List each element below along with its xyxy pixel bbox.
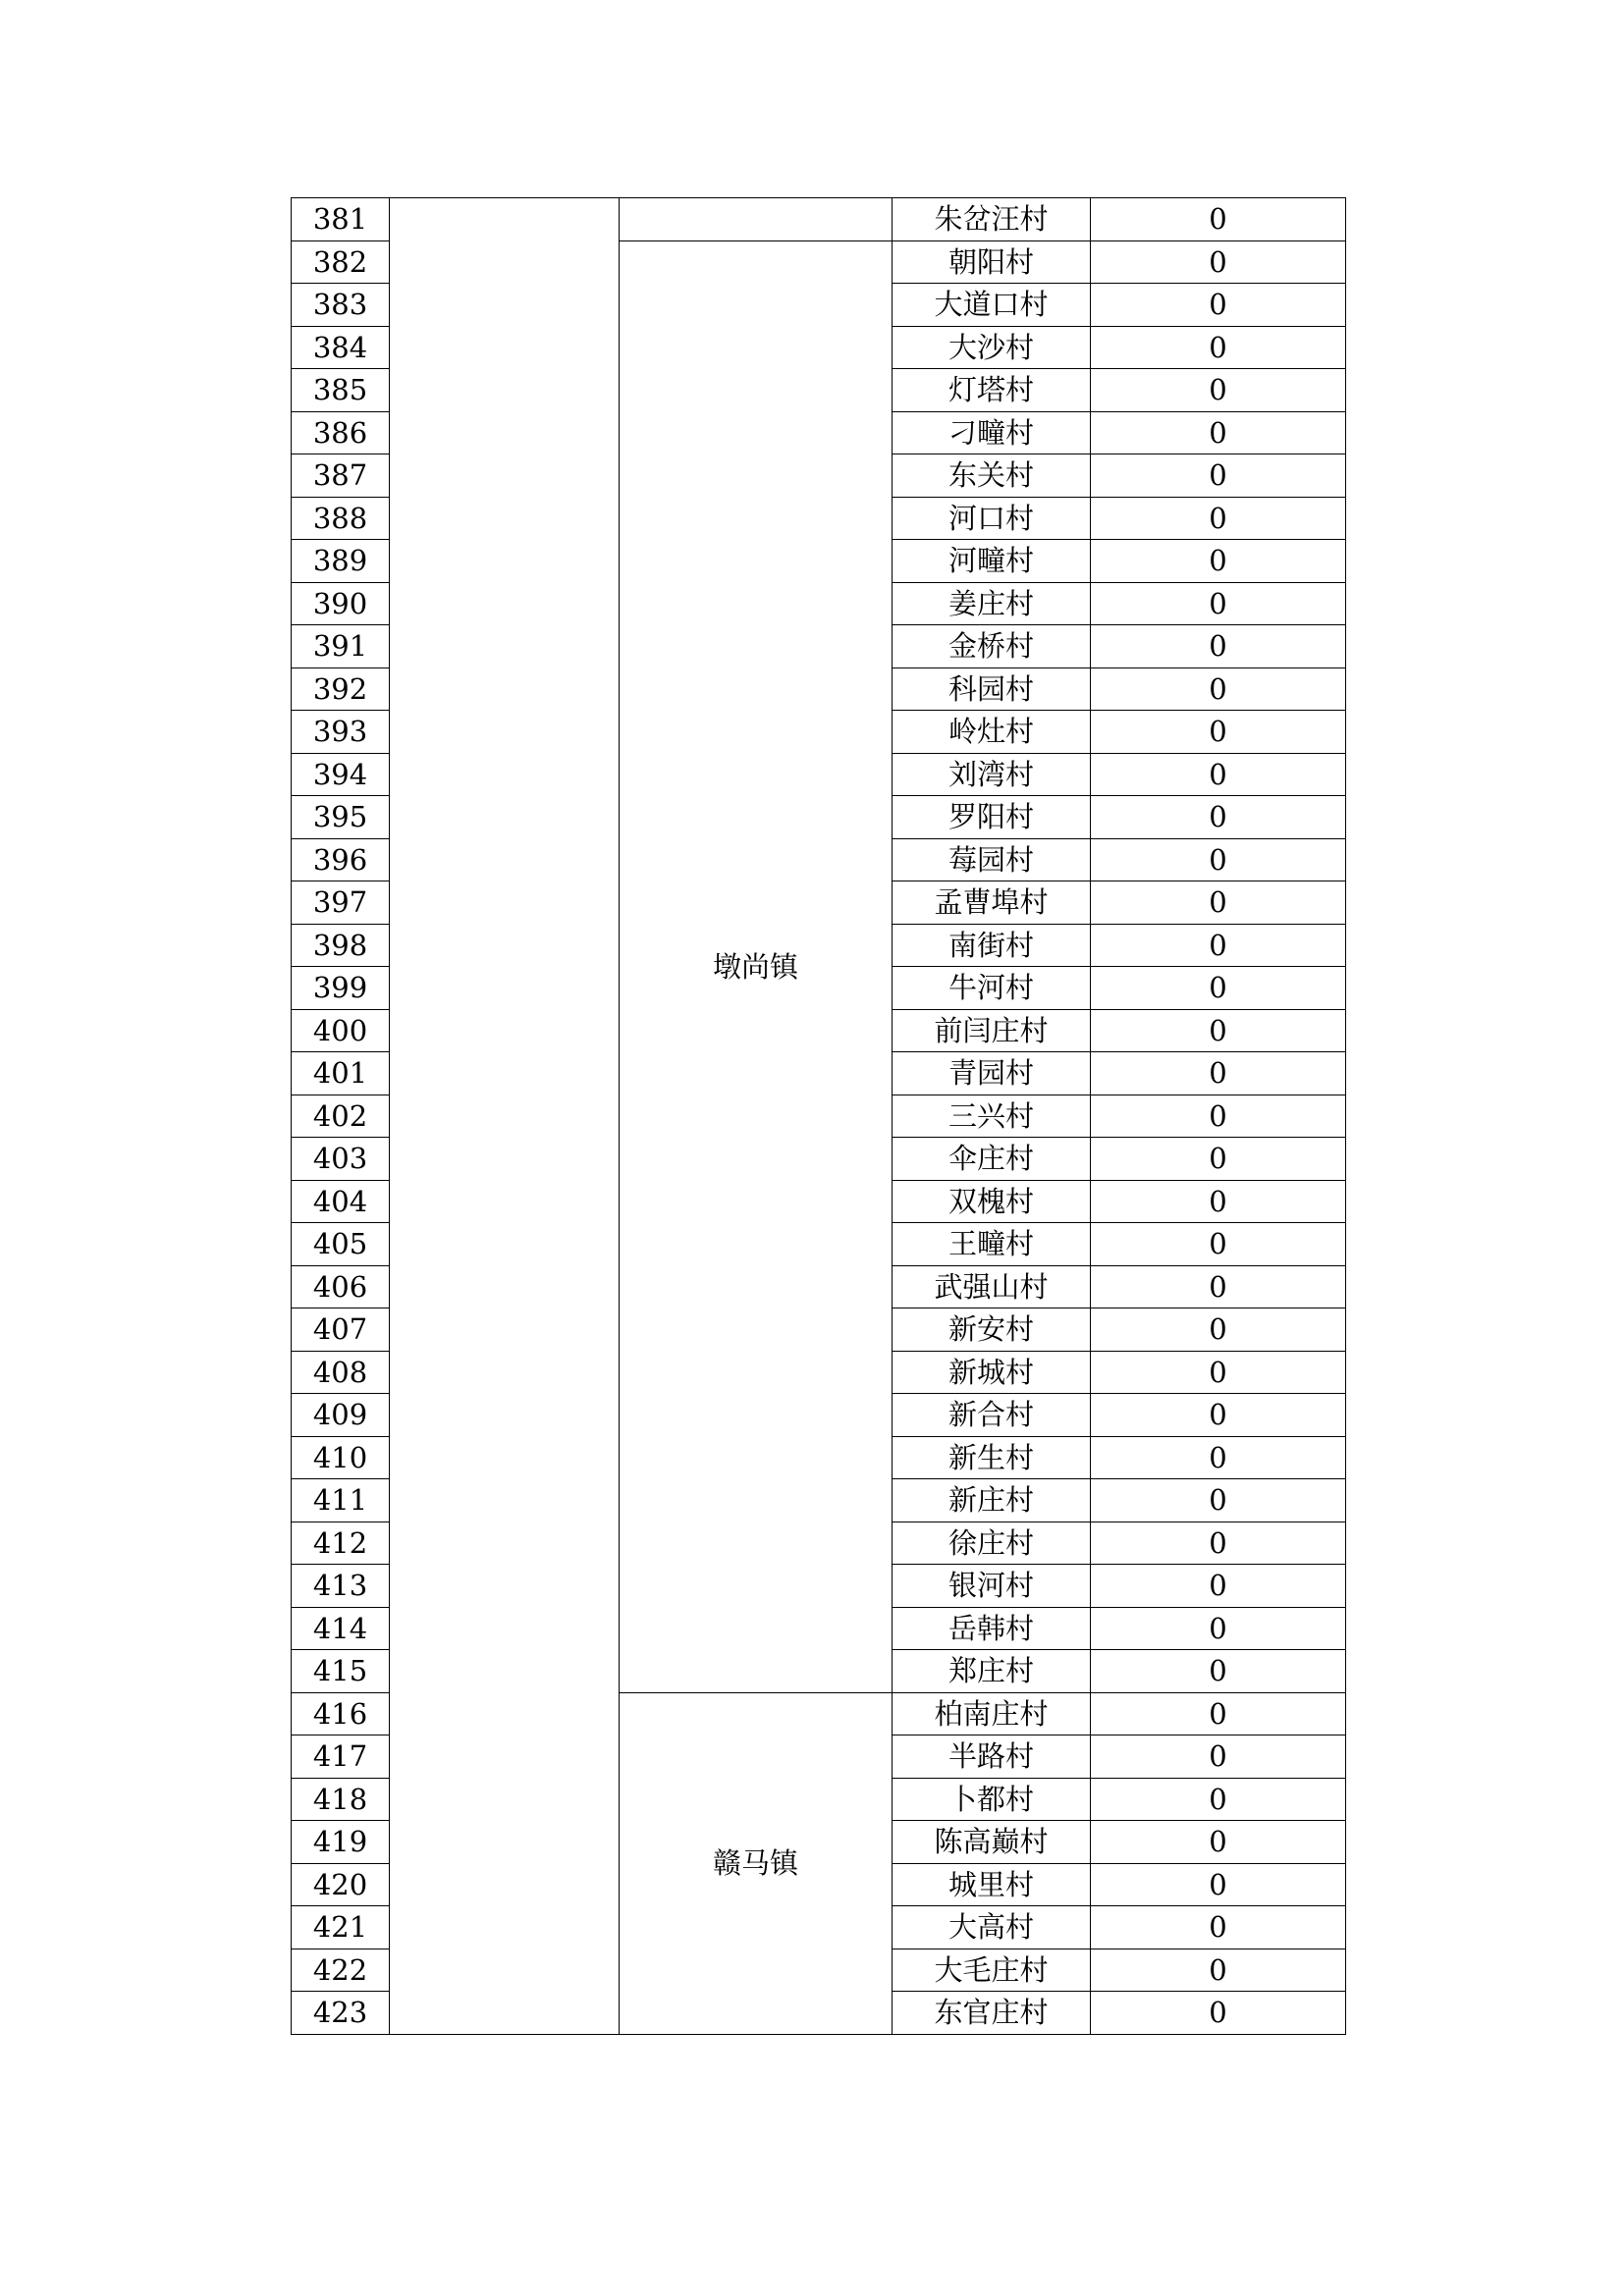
village-name-cell: 朱岔汪村	[893, 198, 1091, 241]
value-cell: 0	[1091, 1949, 1346, 1992]
value-cell: 0	[1091, 1265, 1346, 1308]
village-name-cell: 郑庄村	[893, 1650, 1091, 1693]
village-name-cell: 王疃村	[893, 1223, 1091, 1266]
value-cell: 0	[1091, 540, 1346, 583]
village-name-cell: 大道口村	[893, 284, 1091, 327]
value-cell: 0	[1091, 1821, 1346, 1864]
row-number-cell: 413	[292, 1565, 390, 1608]
village-name-cell: 岭灶村	[893, 711, 1091, 754]
row-number-cell: 404	[292, 1180, 390, 1223]
row-number-cell: 419	[292, 1821, 390, 1864]
town-cell: 墩尚镇	[620, 240, 893, 1692]
value-cell: 0	[1091, 667, 1346, 711]
row-number-cell: 417	[292, 1735, 390, 1779]
row-number-cell: 392	[292, 667, 390, 711]
village-name-cell: 灯塔村	[893, 369, 1091, 412]
village-name-cell: 岳韩村	[893, 1607, 1091, 1650]
village-name-cell: 河口村	[893, 497, 1091, 540]
village-name-cell: 金桥村	[893, 625, 1091, 668]
row-number-cell: 393	[292, 711, 390, 754]
row-number-cell: 398	[292, 924, 390, 967]
village-name-cell: 柏南庄村	[893, 1692, 1091, 1735]
value-cell: 0	[1091, 1863, 1346, 1906]
value-cell: 0	[1091, 326, 1346, 369]
value-cell: 0	[1091, 924, 1346, 967]
village-name-cell: 刁疃村	[893, 411, 1091, 454]
row-number-cell: 412	[292, 1522, 390, 1565]
value-cell: 0	[1091, 625, 1346, 668]
value-cell: 0	[1091, 881, 1346, 925]
value-cell: 0	[1091, 1394, 1346, 1437]
row-number-cell: 421	[292, 1906, 390, 1949]
village-name-cell: 新安村	[893, 1308, 1091, 1352]
village-name-cell: 卜都村	[893, 1778, 1091, 1821]
row-number-cell: 386	[292, 411, 390, 454]
value-cell: 0	[1091, 967, 1346, 1010]
row-number-cell: 402	[292, 1095, 390, 1138]
value-cell: 0	[1091, 1607, 1346, 1650]
value-cell: 0	[1091, 240, 1346, 284]
value-cell: 0	[1091, 796, 1346, 839]
value-cell: 0	[1091, 454, 1346, 498]
town-cell: 赣马镇	[620, 1692, 893, 2034]
row-number-cell: 420	[292, 1863, 390, 1906]
village-name-cell: 刘湾村	[893, 753, 1091, 796]
row-number-cell: 414	[292, 1607, 390, 1650]
value-cell: 0	[1091, 1735, 1346, 1779]
village-name-cell: 牛河村	[893, 967, 1091, 1010]
village-name-cell: 青园村	[893, 1052, 1091, 1095]
value-cell: 0	[1091, 1778, 1346, 1821]
village-name-cell: 大毛庄村	[893, 1949, 1091, 1992]
village-name-cell: 前闫庄村	[893, 1009, 1091, 1052]
value-cell: 0	[1091, 1052, 1346, 1095]
village-name-cell: 朝阳村	[893, 240, 1091, 284]
row-number-cell: 397	[292, 881, 390, 925]
village-name-cell: 新城村	[893, 1351, 1091, 1394]
village-name-cell: 孟曹埠村	[893, 881, 1091, 925]
value-cell: 0	[1091, 1180, 1346, 1223]
village-name-cell: 半路村	[893, 1735, 1091, 1779]
row-number-cell: 418	[292, 1778, 390, 1821]
row-number-cell: 411	[292, 1479, 390, 1522]
village-name-cell: 东关村	[893, 454, 1091, 498]
value-cell: 0	[1091, 1436, 1346, 1479]
village-name-cell: 新合村	[893, 1394, 1091, 1437]
value-cell: 0	[1091, 838, 1346, 881]
row-number-cell: 423	[292, 1992, 390, 2035]
value-cell: 0	[1091, 198, 1346, 241]
value-cell: 0	[1091, 497, 1346, 540]
row-number-cell: 422	[292, 1949, 390, 1992]
village-name-cell: 科园村	[893, 667, 1091, 711]
village-name-cell: 武强山村	[893, 1265, 1091, 1308]
village-name-cell: 罗阳村	[893, 796, 1091, 839]
village-table	[291, 197, 1346, 2035]
value-cell: 0	[1091, 582, 1346, 625]
value-cell: 0	[1091, 1479, 1346, 1522]
value-cell: 0	[1091, 1308, 1346, 1352]
row-number-cell: 395	[292, 796, 390, 839]
value-cell: 0	[1091, 284, 1346, 327]
village-name-cell: 城里村	[893, 1863, 1091, 1906]
row-number-cell: 407	[292, 1308, 390, 1352]
row-number-cell: 415	[292, 1650, 390, 1693]
county-cell	[390, 198, 620, 2035]
village-name-cell: 大高村	[893, 1906, 1091, 1949]
value-cell: 0	[1091, 1992, 1346, 2035]
row-number-cell: 391	[292, 625, 390, 668]
village-name-cell: 东官庄村	[893, 1992, 1091, 2035]
village-name-cell: 徐庄村	[893, 1522, 1091, 1565]
village-name-cell: 银河村	[893, 1565, 1091, 1608]
value-cell: 0	[1091, 1650, 1346, 1693]
table-body	[292, 198, 1346, 2035]
value-cell: 0	[1091, 1138, 1346, 1181]
village-name-cell: 南街村	[893, 924, 1091, 967]
village-name-cell: 新生村	[893, 1436, 1091, 1479]
value-cell: 0	[1091, 1565, 1346, 1608]
row-number-cell: 399	[292, 967, 390, 1010]
row-number-cell: 388	[292, 497, 390, 540]
row-number-cell: 410	[292, 1436, 390, 1479]
row-number-cell: 390	[292, 582, 390, 625]
row-number-cell: 409	[292, 1394, 390, 1437]
value-cell: 0	[1091, 711, 1346, 754]
row-number-cell: 401	[292, 1052, 390, 1095]
row-number-cell: 396	[292, 838, 390, 881]
value-cell: 0	[1091, 753, 1346, 796]
row-number-cell: 400	[292, 1009, 390, 1052]
value-cell: 0	[1091, 1009, 1346, 1052]
row-number-cell: 381	[292, 198, 390, 241]
town-cell	[620, 198, 893, 241]
value-cell: 0	[1091, 1223, 1346, 1266]
village-name-cell: 伞庄村	[893, 1138, 1091, 1181]
village-name-cell: 三兴村	[893, 1095, 1091, 1138]
value-cell: 0	[1091, 411, 1346, 454]
row-number-cell: 382	[292, 240, 390, 284]
value-cell: 0	[1091, 369, 1346, 412]
village-name-cell: 双槐村	[893, 1180, 1091, 1223]
row-number-cell: 416	[292, 1692, 390, 1735]
row-number-cell: 406	[292, 1265, 390, 1308]
row-number-cell: 385	[292, 369, 390, 412]
village-name-cell: 莓园村	[893, 838, 1091, 881]
row-number-cell: 408	[292, 1351, 390, 1394]
value-cell: 0	[1091, 1351, 1346, 1394]
village-name-cell: 陈高巅村	[893, 1821, 1091, 1864]
village-name-cell: 姜庄村	[893, 582, 1091, 625]
row-number-cell: 403	[292, 1138, 390, 1181]
value-cell: 0	[1091, 1692, 1346, 1735]
row-number-cell: 387	[292, 454, 390, 498]
row-number-cell: 405	[292, 1223, 390, 1266]
row-number-cell: 389	[292, 540, 390, 583]
village-name-cell: 大沙村	[893, 326, 1091, 369]
row-number-cell: 383	[292, 284, 390, 327]
value-cell: 0	[1091, 1906, 1346, 1949]
table-row	[292, 198, 1346, 241]
village-name-cell: 新庄村	[893, 1479, 1091, 1522]
value-cell: 0	[1091, 1095, 1346, 1138]
row-number-cell: 394	[292, 753, 390, 796]
village-name-cell: 河疃村	[893, 540, 1091, 583]
row-number-cell: 384	[292, 326, 390, 369]
value-cell: 0	[1091, 1522, 1346, 1565]
